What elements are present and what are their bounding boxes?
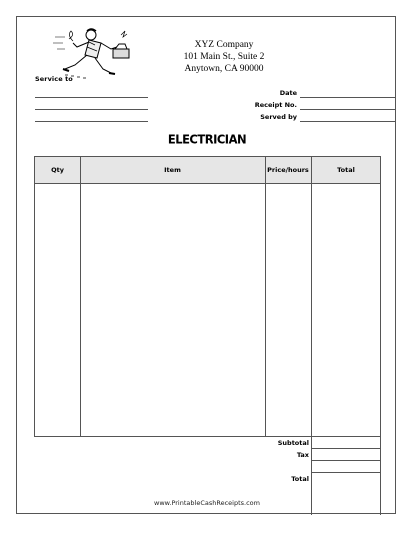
served-by-label: Served by xyxy=(260,113,297,121)
service-to-line-1[interactable] xyxy=(35,97,148,98)
footer-website: www.PrintableCashReceipts.com xyxy=(154,499,260,507)
table-header xyxy=(35,157,380,184)
document-title: ELECTRICIAN xyxy=(167,131,247,147)
service-to-line-3[interactable] xyxy=(35,121,148,122)
items-table xyxy=(34,156,381,437)
subtotal-field[interactable] xyxy=(311,437,381,449)
total-field[interactable] xyxy=(311,473,381,515)
company-info xyxy=(149,39,299,75)
served-by-field[interactable] xyxy=(300,121,396,122)
column-header-qty: Qty xyxy=(51,166,64,174)
column-header-item: Item xyxy=(164,166,181,174)
blank-summary-field[interactable] xyxy=(311,461,381,473)
column-header-total: Total xyxy=(337,166,355,174)
service-to-label: Service to xyxy=(35,75,73,83)
date-label: Date xyxy=(279,89,297,97)
receipt-no-field[interactable] xyxy=(300,109,396,110)
receipt-no-label: Receipt No. xyxy=(254,101,297,109)
tax-field[interactable] xyxy=(311,449,381,461)
date-field[interactable] xyxy=(300,97,396,98)
total-column-cells[interactable] xyxy=(311,183,381,436)
price-column-cells[interactable] xyxy=(265,183,311,436)
qty-column-cells[interactable] xyxy=(35,183,80,436)
company-address-line1: 101 Main St., Suite 2 xyxy=(183,52,265,62)
total-label: Total xyxy=(291,475,309,483)
tax-label: Tax xyxy=(296,451,309,459)
receipt-page xyxy=(16,16,396,514)
company-address-line2: Anytown, CA 90000 xyxy=(184,64,264,74)
company-name: XYZ Company xyxy=(194,40,254,50)
item-column-cells[interactable] xyxy=(80,183,265,436)
subtotal-label: Subtotal xyxy=(277,439,309,447)
column-header-price: Price/hours xyxy=(267,166,309,174)
service-to-line-2[interactable] xyxy=(35,109,148,110)
